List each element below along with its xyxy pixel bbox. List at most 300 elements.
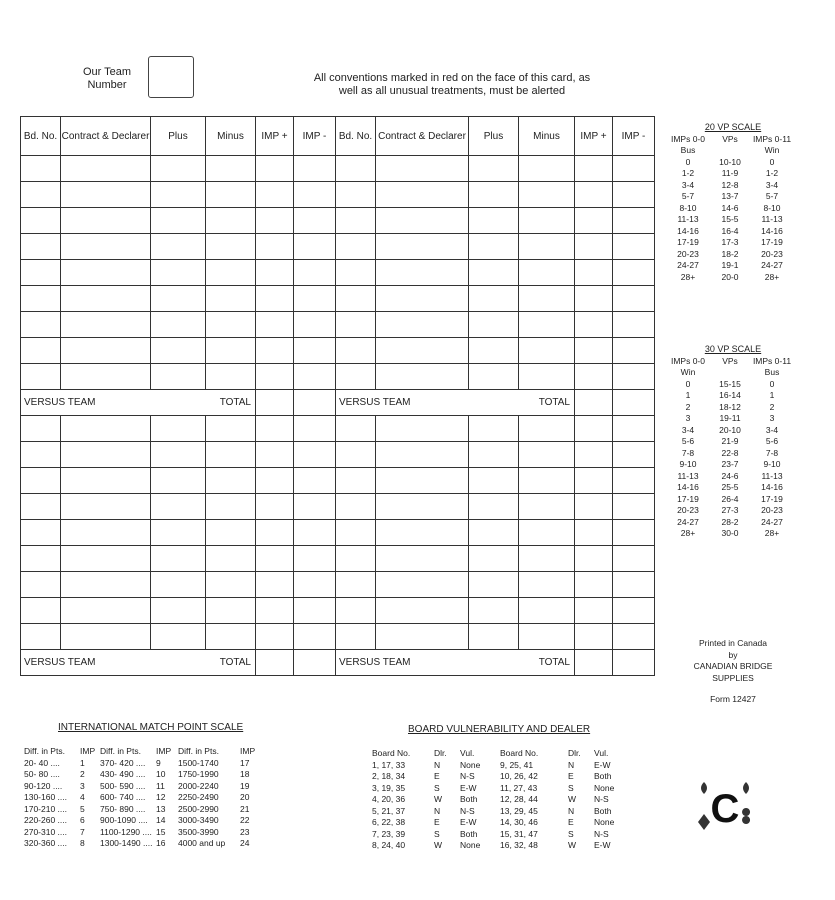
score-cell[interactable] (21, 208, 61, 234)
score-cell[interactable] (376, 156, 469, 182)
total-label: TOTAL (219, 397, 251, 408)
score-cell[interactable] (336, 156, 376, 182)
score-cell[interactable] (519, 494, 575, 520)
score-row (21, 208, 655, 234)
score-row (21, 494, 655, 520)
vp-scale-cell: 2 (769, 401, 775, 412)
score-cell[interactable] (469, 624, 519, 650)
versus-team-cell[interactable] (21, 390, 256, 416)
score-cell[interactable] (469, 208, 519, 234)
score-cell[interactable] (21, 520, 61, 546)
vp-scale-cell: 7-8 (765, 447, 779, 458)
vp-scale-cell: 15-15 (719, 378, 741, 389)
imp-scale-cell: 19 (240, 780, 250, 791)
score-cell[interactable] (376, 598, 469, 624)
score-cell[interactable] (613, 338, 655, 364)
score-cell[interactable] (151, 260, 206, 286)
score-cell[interactable] (206, 520, 256, 546)
score-cell[interactable] (294, 234, 336, 260)
score-cell[interactable] (613, 182, 655, 208)
vp-scale-cell: 3-4 (681, 424, 695, 435)
score-cell[interactable] (376, 494, 469, 520)
board-vul-cell: 7, 23, 39 (372, 828, 406, 839)
score-cell[interactable] (61, 468, 151, 494)
score-cell[interactable] (256, 312, 294, 338)
versus-team-label: VERSUS TEAM (339, 657, 411, 668)
versus-team-cell[interactable] (336, 650, 575, 676)
imp-plus-total[interactable] (575, 390, 613, 416)
score-cell[interactable] (613, 208, 655, 234)
score-cell[interactable] (206, 156, 256, 182)
score-cell[interactable] (613, 442, 655, 468)
score-cell[interactable] (61, 520, 151, 546)
score-cell[interactable] (61, 208, 151, 234)
imp-plus-total[interactable] (575, 650, 613, 676)
vp-scale-cell: 5-6 (765, 436, 779, 446)
score-cell[interactable] (575, 338, 613, 364)
vp-scale-cell: 0 (685, 156, 691, 167)
score-cell[interactable] (575, 520, 613, 546)
score-cell[interactable] (336, 286, 376, 312)
score-cell[interactable] (613, 494, 655, 520)
score-cell[interactable] (206, 468, 256, 494)
score-cell[interactable] (61, 364, 151, 390)
score-cell[interactable] (519, 182, 575, 208)
score-cell[interactable] (151, 442, 206, 468)
score-cell[interactable] (376, 338, 469, 364)
score-cell[interactable] (256, 416, 294, 442)
score-cell[interactable] (206, 416, 256, 442)
score-cell[interactable] (575, 546, 613, 572)
score-cell[interactable] (151, 572, 206, 598)
vp30-title: 30 VP SCALE (704, 344, 762, 354)
score-cell[interactable] (376, 182, 469, 208)
score-cell[interactable] (519, 520, 575, 546)
score-cell[interactable] (294, 494, 336, 520)
imp-scale-cell: 320-360 .... (24, 838, 68, 848)
score-cell[interactable] (151, 416, 206, 442)
score-cell[interactable] (294, 260, 336, 286)
score-cell[interactable] (21, 468, 61, 494)
score-cell[interactable] (151, 156, 206, 182)
board-vul-title: BOARD VULNERABILITY AND DEALER (408, 724, 591, 735)
score-cell[interactable] (336, 312, 376, 338)
score-cell[interactable] (469, 338, 519, 364)
score-cell[interactable] (336, 260, 376, 286)
score-cell[interactable] (61, 494, 151, 520)
score-cell[interactable] (151, 312, 206, 338)
score-cell[interactable] (61, 338, 151, 364)
score-cell[interactable] (519, 546, 575, 572)
score-cell[interactable] (151, 182, 206, 208)
imp-scale-cell: 220-260 .... (24, 815, 68, 825)
score-cell[interactable] (206, 442, 256, 468)
score-cell[interactable] (336, 234, 376, 260)
score-cell[interactable] (294, 364, 336, 390)
board-vul-cell: N (434, 805, 441, 816)
score-cell[interactable] (613, 234, 655, 260)
score-cell[interactable] (151, 234, 206, 260)
score-cell[interactable] (256, 624, 294, 650)
score-cell[interactable] (575, 364, 613, 390)
score-cell[interactable] (519, 156, 575, 182)
score-cell[interactable] (294, 572, 336, 598)
score-cell[interactable] (61, 572, 151, 598)
score-cell[interactable] (519, 442, 575, 468)
imp-plus-total[interactable] (256, 650, 294, 676)
score-cell[interactable] (294, 182, 336, 208)
score-cell[interactable] (206, 338, 256, 364)
score-cell[interactable] (206, 494, 256, 520)
score-cell[interactable] (21, 286, 61, 312)
score-cell[interactable] (206, 572, 256, 598)
score-cell[interactable] (519, 312, 575, 338)
imp-minus-total[interactable] (613, 650, 655, 676)
score-cell[interactable] (336, 442, 376, 468)
score-cell[interactable] (21, 260, 61, 286)
score-cell[interactable] (21, 624, 61, 650)
score-cell[interactable] (519, 598, 575, 624)
score-cell[interactable] (575, 156, 613, 182)
score-cell[interactable] (294, 156, 336, 182)
score-cell[interactable] (376, 416, 469, 442)
logo-icon (690, 776, 760, 836)
board-vul-cell: W (434, 840, 443, 850)
score-cell[interactable] (376, 260, 469, 286)
versus-team-cell[interactable] (21, 650, 256, 676)
board-vul-cell: 2, 18, 34 (372, 771, 406, 781)
score-cell[interactable] (294, 312, 336, 338)
board-vul-cell: 3, 19, 35 (372, 782, 406, 793)
score-cell[interactable] (519, 234, 575, 260)
vp-scale-cell: 0 (769, 156, 775, 167)
score-cell[interactable] (206, 234, 256, 260)
score-cell[interactable] (206, 182, 256, 208)
vp-scale-cell: 13-7 (721, 191, 739, 201)
imp-scale-cell: 900-1090 .... (100, 815, 148, 825)
board-vul-cell: W (434, 794, 443, 804)
vp-scale-cell: 18-2 (721, 248, 739, 259)
score-cell[interactable] (613, 286, 655, 312)
score-cell[interactable] (206, 598, 256, 624)
score-cell[interactable] (61, 416, 151, 442)
imp-minus-total[interactable] (613, 390, 655, 416)
score-cell[interactable] (206, 312, 256, 338)
score-cell[interactable] (376, 364, 469, 390)
score-cell[interactable] (336, 624, 376, 650)
score-cell[interactable] (256, 572, 294, 598)
vp-scale-cell: 0 (769, 378, 775, 389)
score-cell[interactable] (336, 572, 376, 598)
score-cell[interactable] (21, 416, 61, 442)
score-cell[interactable] (206, 286, 256, 312)
score-row (21, 442, 655, 468)
imp-scale-cell: 18 (240, 769, 250, 779)
imp-scale-cell: 3000-3490 (178, 815, 219, 825)
imp-scale-cell: 1750-1990 (178, 769, 219, 779)
score-cell[interactable] (575, 468, 613, 494)
board-vul-cell: None (460, 840, 481, 850)
score-cell[interactable] (294, 468, 336, 494)
imp-plus-total[interactable] (256, 390, 294, 416)
score-cell[interactable] (376, 286, 469, 312)
vp-scale-cell: 8-10 (679, 202, 697, 213)
board-vul-cell: E (434, 817, 440, 827)
score-cell[interactable] (575, 182, 613, 208)
grid-header-row (21, 117, 655, 156)
vp-scale-cell: 17-19 (761, 493, 783, 504)
imp-scale-cell: 130-160 .... (24, 792, 68, 802)
score-cell[interactable] (61, 442, 151, 468)
score-cell[interactable] (21, 546, 61, 572)
vp-scale-cell: 14-6 (721, 202, 739, 213)
score-cell[interactable] (21, 442, 61, 468)
vp-scale-cell: 27-3 (721, 505, 739, 515)
score-cell[interactable] (575, 286, 613, 312)
vp-scale-cell: 3-4 (765, 179, 779, 190)
imp-scale-cell: 170-210 .... (24, 803, 68, 814)
score-cell[interactable] (575, 260, 613, 286)
score-cell[interactable] (519, 286, 575, 312)
score-cell[interactable] (376, 442, 469, 468)
score-cell[interactable] (613, 416, 655, 442)
score-row (21, 234, 655, 260)
score-cell[interactable] (613, 572, 655, 598)
score-cell[interactable] (336, 520, 376, 546)
score-cell[interactable] (575, 234, 613, 260)
score-cell[interactable] (519, 416, 575, 442)
imp-scale-cell: 20- 40 .... (24, 757, 60, 768)
score-cell[interactable] (519, 338, 575, 364)
score-cell[interactable] (336, 546, 376, 572)
score-cell[interactable] (294, 546, 336, 572)
score-cell[interactable] (206, 364, 256, 390)
versus-team-cell[interactable] (336, 390, 575, 416)
printed-line3: CANADIAN BRIDGE (693, 661, 773, 671)
score-cell[interactable] (256, 598, 294, 624)
score-cell[interactable] (256, 520, 294, 546)
imp-scale-cell: 10 (156, 769, 166, 779)
score-cell[interactable] (256, 468, 294, 494)
form-number: Form 12427 (710, 694, 756, 704)
versus-team-label: VERSUS TEAM (24, 657, 96, 668)
score-cell[interactable] (21, 312, 61, 338)
score-cell[interactable] (376, 546, 469, 572)
board-vul-cell: E (434, 771, 440, 781)
score-cell[interactable] (61, 312, 151, 338)
versus-row (21, 650, 655, 676)
imp-minus-total[interactable] (294, 390, 336, 416)
score-cell[interactable] (151, 208, 206, 234)
score-cell[interactable] (256, 442, 294, 468)
board-vul-cell: 6, 22, 38 (372, 817, 406, 827)
score-cell[interactable] (575, 416, 613, 442)
vp-scale-cell: 24-27 (677, 260, 699, 270)
score-cell[interactable] (151, 598, 206, 624)
board-vul-cell: 8, 24, 40 (372, 840, 406, 850)
score-cell[interactable] (469, 286, 519, 312)
score-cell[interactable] (469, 442, 519, 468)
vp-scale-cell: 7-8 (681, 447, 695, 458)
team-number-box[interactable] (148, 56, 194, 98)
score-cell[interactable] (376, 520, 469, 546)
score-cell[interactable] (469, 234, 519, 260)
score-cell[interactable] (575, 624, 613, 650)
score-cell[interactable] (151, 624, 206, 650)
score-cell[interactable] (256, 286, 294, 312)
score-cell[interactable] (256, 364, 294, 390)
vp-scale-cell: 20-23 (761, 505, 783, 515)
score-cell[interactable] (519, 468, 575, 494)
board-vul-cell: Both (460, 828, 478, 839)
score-cell[interactable] (21, 598, 61, 624)
column-header: IMP - (294, 117, 336, 156)
score-cell[interactable] (613, 468, 655, 494)
score-cell[interactable] (469, 182, 519, 208)
score-cell[interactable] (519, 260, 575, 286)
score-cell[interactable] (61, 234, 151, 260)
score-cell[interactable] (294, 598, 336, 624)
score-cell[interactable] (256, 234, 294, 260)
score-cell[interactable] (336, 338, 376, 364)
score-cell[interactable] (376, 624, 469, 650)
score-cell[interactable] (256, 260, 294, 286)
score-cell[interactable] (469, 416, 519, 442)
score-cell[interactable] (151, 468, 206, 494)
score-cell[interactable] (151, 520, 206, 546)
score-cell[interactable] (575, 442, 613, 468)
column-header: Bd. No. (336, 117, 376, 156)
score-cell[interactable] (469, 546, 519, 572)
score-cell[interactable] (519, 624, 575, 650)
score-cell[interactable] (21, 338, 61, 364)
score-cell[interactable] (469, 572, 519, 598)
score-cell[interactable] (376, 468, 469, 494)
score-cell[interactable] (206, 624, 256, 650)
printer-credit (668, 638, 798, 706)
score-cell[interactable] (613, 260, 655, 286)
score-cell[interactable] (575, 598, 613, 624)
score-cell[interactable] (256, 182, 294, 208)
score-cell[interactable] (336, 182, 376, 208)
score-cell[interactable] (256, 546, 294, 572)
score-cell[interactable] (469, 468, 519, 494)
score-cell[interactable] (469, 364, 519, 390)
score-cell[interactable] (613, 598, 655, 624)
score-cell[interactable] (613, 546, 655, 572)
score-cell[interactable] (575, 494, 613, 520)
score-cell[interactable] (376, 208, 469, 234)
score-cell[interactable] (613, 624, 655, 650)
score-cell[interactable] (519, 364, 575, 390)
score-cell[interactable] (294, 442, 336, 468)
score-cell[interactable] (613, 156, 655, 182)
score-cell[interactable] (61, 598, 151, 624)
score-cell[interactable] (206, 546, 256, 572)
score-cell[interactable] (21, 494, 61, 520)
vp30-header (668, 356, 798, 379)
score-cell[interactable] (575, 208, 613, 234)
score-cell[interactable] (469, 598, 519, 624)
score-cell[interactable] (21, 364, 61, 390)
score-cell[interactable] (294, 624, 336, 650)
score-cell[interactable] (469, 520, 519, 546)
score-cell[interactable] (151, 286, 206, 312)
score-cell[interactable] (376, 312, 469, 338)
score-cell[interactable] (294, 286, 336, 312)
imp-scale-head: IMP (240, 746, 256, 756)
score-cell[interactable] (61, 182, 151, 208)
vp-scale-cell: 20-23 (677, 505, 699, 515)
score-cell[interactable] (256, 494, 294, 520)
imp-minus-total[interactable] (294, 650, 336, 676)
score-cell[interactable] (469, 260, 519, 286)
score-cell[interactable] (61, 156, 151, 182)
score-cell[interactable] (21, 182, 61, 208)
score-cell[interactable] (519, 572, 575, 598)
score-cell[interactable] (575, 572, 613, 598)
score-cell[interactable] (336, 494, 376, 520)
vp-scale-cell: 11-13 (761, 214, 783, 224)
score-cell[interactable] (21, 156, 61, 182)
score-cell[interactable] (21, 572, 61, 598)
score-cell[interactable] (151, 338, 206, 364)
score-cell[interactable] (336, 598, 376, 624)
score-cell[interactable] (21, 234, 61, 260)
score-cell[interactable] (336, 468, 376, 494)
score-cell[interactable] (575, 312, 613, 338)
score-cell[interactable] (151, 494, 206, 520)
score-cell[interactable] (61, 286, 151, 312)
score-cell[interactable] (519, 208, 575, 234)
score-cell[interactable] (336, 208, 376, 234)
board-vul-cell: N-S (594, 794, 609, 804)
score-cell[interactable] (613, 364, 655, 390)
imp-scale-cell: 1300-1490 .... (100, 838, 153, 848)
vp-scale-cell: 28+ (764, 271, 780, 282)
score-cell[interactable] (256, 338, 294, 364)
score-cell[interactable] (294, 208, 336, 234)
score-cell[interactable] (61, 624, 151, 650)
board-vul-cell: E-W (460, 817, 477, 827)
score-cell[interactable] (376, 572, 469, 598)
score-cell[interactable] (294, 416, 336, 442)
score-cell[interactable] (613, 520, 655, 546)
vp-scale-cell: 19-11 (719, 413, 741, 423)
score-cell[interactable] (376, 234, 469, 260)
score-cell[interactable] (151, 364, 206, 390)
score-cell[interactable] (206, 208, 256, 234)
score-cell[interactable] (336, 416, 376, 442)
score-cell[interactable] (256, 208, 294, 234)
score-cell[interactable] (336, 364, 376, 390)
score-cell[interactable] (613, 312, 655, 338)
score-cell[interactable] (294, 338, 336, 364)
score-cell[interactable] (469, 156, 519, 182)
score-cell[interactable] (469, 494, 519, 520)
score-cell[interactable] (256, 156, 294, 182)
score-cell[interactable] (469, 312, 519, 338)
score-cell[interactable] (61, 546, 151, 572)
score-row (21, 520, 655, 546)
vp-scale-cell: 24-27 (761, 516, 783, 527)
score-cell[interactable] (294, 520, 336, 546)
score-cell[interactable] (151, 546, 206, 572)
score-cell[interactable] (61, 260, 151, 286)
column-header: Minus (206, 117, 256, 156)
board-vul-cell: N (434, 759, 441, 770)
score-cell[interactable] (206, 260, 256, 286)
